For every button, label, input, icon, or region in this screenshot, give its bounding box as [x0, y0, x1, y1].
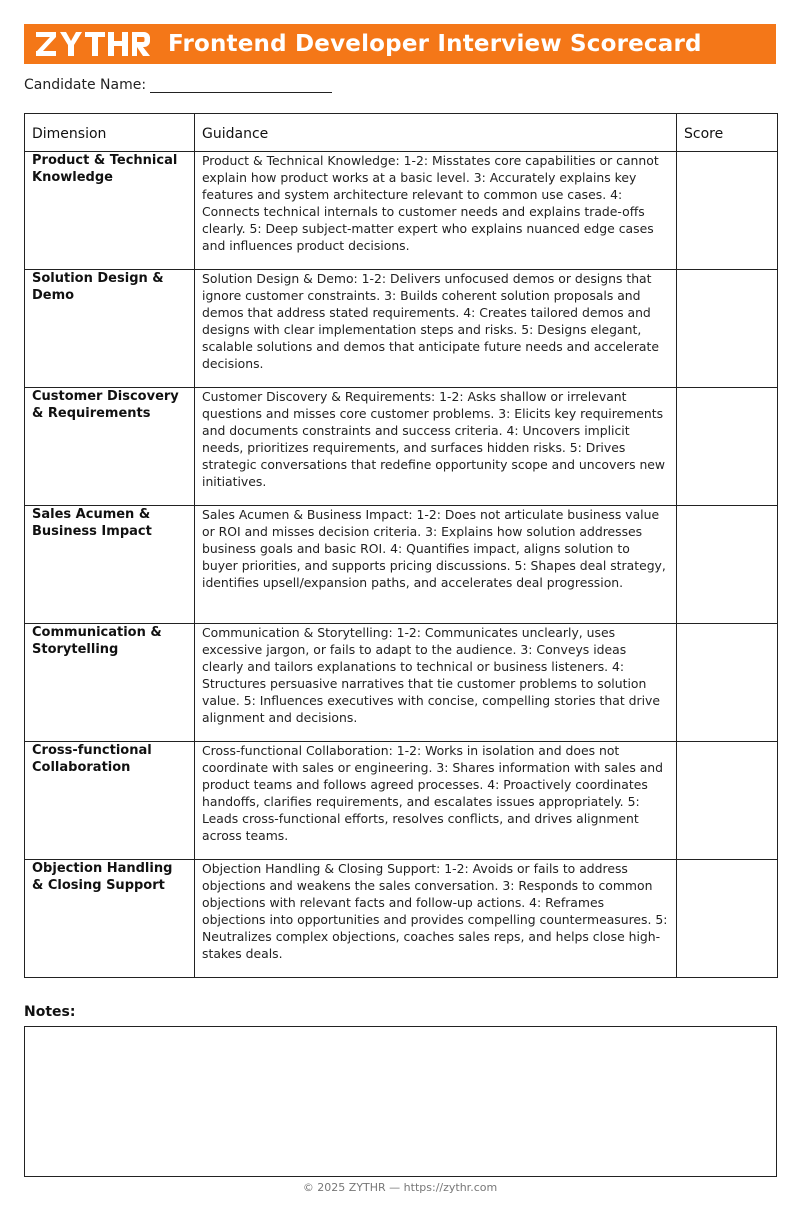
guidance-cell: Sales Acumen & Business Impact: 1-2: Does not articulate business value or ROI and misses decision criteria. 3: Explains how solution addresses business goals and basic ROI. 4: Quantifies impact, aligns solution to buyer priorities, and supports pricing discussions. 5: Shapes deal strategy, identifies upsell/expansion paths, and accelerates deal progression. [195, 506, 677, 624]
candidate-name-line[interactable] [150, 78, 332, 93]
table-row [25, 860, 778, 978]
column-header-dimension: Dimension [25, 114, 195, 152]
guidance-cell: Solution Design & Demo: 1-2: Delivers unfocused demos or designs that ignore customer constraints. 3: Builds coherent solution proposals and demos that address stated requirements. 4: Creates tailored demos and designs with clear implementation steps and risks. 5: Designs elegant, scalable solutions and demos that anticipate future needs and accelerate decisions. [195, 270, 677, 388]
guidance-cell: Communication & Storytelling: 1-2: Communicates unclearly, uses excessive jargon, or fails to adapt to the audience. 3: Conveys ideas clearly and tailors explanations to technical or business listeners. 4: Structures persuasive narratives that tie customer problems to solution value. 5: Influences executives with concise, compelling stories that drive alignment and decisions. [195, 624, 677, 742]
notes-box[interactable] [24, 1026, 777, 1177]
dimension-cell: Solution Design & Demo [25, 270, 195, 388]
score-cell[interactable] [677, 624, 778, 742]
candidate-name-row [24, 77, 332, 93]
score-cell[interactable] [677, 742, 778, 860]
dimension-cell: Communication & Storytelling [25, 624, 195, 742]
table-row [25, 152, 778, 270]
score-cell[interactable] [677, 388, 778, 506]
notes-label: Notes: [24, 1004, 76, 1020]
score-cell[interactable] [677, 152, 778, 270]
zythr-logo [36, 30, 150, 58]
page-title: Frontend Developer Interview Scorecard [168, 31, 702, 57]
table-row [25, 742, 778, 860]
table-row [25, 624, 778, 742]
table-row [25, 506, 778, 624]
dimension-cell: Sales Acumen & Business Impact [25, 506, 195, 624]
column-header-score: Score [677, 114, 778, 152]
column-header-guidance: Guidance [195, 114, 677, 152]
guidance-cell: Cross-functional Collaboration: 1-2: Works in isolation and does not coordinate with sales or engineering. 3: Shares information with sales and product teams and follows agreed processes. 4: Proactively coordinates handoffs, clarifies requirements, and escalates issues appropriately. 5: Leads cross-functional efforts, resolves conflicts, and drives alignment across teams. [195, 742, 677, 860]
dimension-cell: Cross-functional Collaboration [25, 742, 195, 860]
footer-copyright: © 2025 ZYTHR — https://zythr.com [302, 1181, 498, 1194]
score-cell[interactable] [677, 270, 778, 388]
table-row [25, 388, 778, 506]
header-bar [24, 24, 776, 64]
dimension-cell: Product & Technical Knowledge [25, 152, 195, 270]
dimension-cell: Customer Discovery & Requirements [25, 388, 195, 506]
guidance-cell: Customer Discovery & Requirements: 1-2: Asks shallow or irrelevant questions and misses core customer problems. 3: Elicits key requirements and documents constraints and success criteria. 4: Uncovers implicit needs, prioritizes requirements, and surfaces hidden risks. 5: Drives strategic conversations that redefine opportunity scope and uncovers new initiatives. [195, 388, 677, 506]
dimension-cell: Objection Handling & Closing Support [25, 860, 195, 978]
table-header-row [25, 114, 778, 152]
score-cell[interactable] [677, 506, 778, 624]
score-cell[interactable] [677, 860, 778, 978]
table-row [25, 270, 778, 388]
scorecard-table [24, 113, 778, 978]
guidance-cell: Product & Technical Knowledge: 1-2: Misstates core capabilities or cannot explain how product works at a basic level. 3: Accurately explains key features and system architecture relevant to common use cases. 4: Connects technical internals to customer needs and explains trade-offs clearly. 5: Deep subject-matter expert who explains nuanced edge cases and influences product decisions. [195, 152, 677, 270]
guidance-cell: Objection Handling & Closing Support: 1-2: Avoids or fails to address objections and weakens the sales conversation. 3: Responds to common objections with relevant facts and follow-up actions. 4: Reframes objections into opportunities and provides compelling countermeasures. 5: Neutralizes complex objections, coaches sales reps, and helps close high-stakes deals. [195, 860, 677, 978]
candidate-name-label: Candidate Name: [24, 77, 147, 93]
